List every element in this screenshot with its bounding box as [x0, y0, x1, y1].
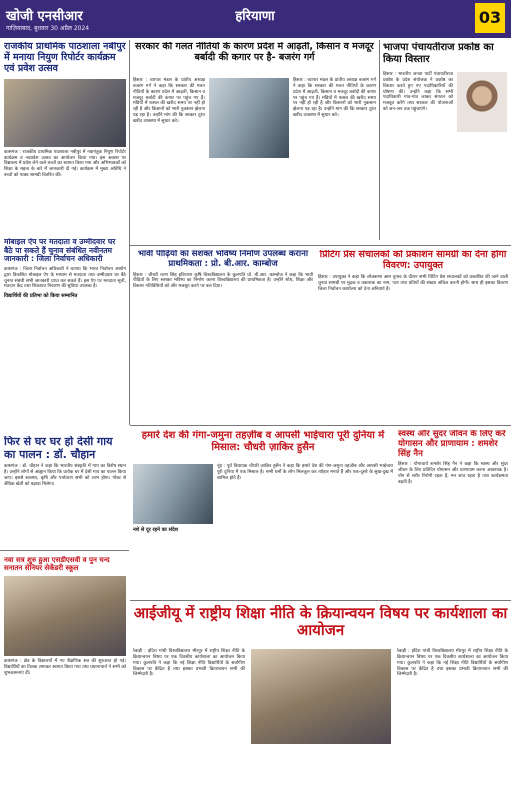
page-number-badge: 03 — [475, 3, 505, 33]
story-body-continued: रेवाड़ी : इंदिरा गांधी विश्वविद्यालय मीरपुर में राष्ट्रीय शिक्षा नीति के क्रियान्वयन विषय पर एक दिवसीय कार्यशाला का आयोजन किया गया। कुलपति ने कहा कि नई शिक्षा नीति विद्यार्थियों के सर्वांगीण विकास पर केंद्रित है तथा इसका प्रभावी क्रियान्वयन सभी की जिम्मेदारी है। — [397, 649, 508, 678]
row-rule — [0, 550, 129, 551]
story-new-session — [4, 556, 126, 796]
story-photo — [209, 78, 289, 158]
story-headline: फिर से घर घर हो देसी गाय का पालन : डॉ. चौहान — [4, 436, 113, 461]
story-headline: हमारे देश की गंगा-जमुना तहज़ीब व आपसी भाईचारा पूरी दुनिया में मिसाल: चौधरी ज़ाकिर हुसैन — [141, 430, 385, 453]
story-body-continued: हिसार : व्यापार मंडल के प्रांतीय अध्यक्ष बजरंग गर्ग ने कहा कि सरकार की गलत नीतियों के कारण प्रदेश में आढ़ती, किसान व मजदूर बर्बादी की कगार पर पहुंच गए हैं। मंडियों में फसल की खरीद समय पर नहीं हो रही है और किसानों को भारी नुकसान झेलना पड़ रहा है। उन्होंने मांग की कि सरकार तुरंत खरीद व्यवस्था में सुधार करे। — [293, 78, 376, 119]
story-desi-cow — [4, 436, 126, 546]
story-body: हिसार : उपायुक्त ने कहा कि लोकसभा आम चुनाव के दौरान सभी प्रिंटिंग प्रेस संचालकों को प्रकाशित की जाने वाली चुनाव सामग्री पर मुद्रक व प्रकाशक का नाम, पता तथा प्रतियों की संख्या अंकित करनी होगी। साथ ही इसका विवरण जिला निर्वाचन कार्यालय को देना अनिवार्य है। — [318, 274, 508, 292]
story-photo — [4, 576, 126, 656]
story-headline: आईजीयू में राष्ट्रीय शिक्षा नीति के क्रियान्वयन विषय पर कार्यशाला का आयोजन — [133, 605, 508, 640]
story-nep-workshop — [133, 605, 508, 797]
column-rule — [379, 40, 380, 240]
story-subhead: नशे से दूर रहने का संदेश — [133, 527, 179, 533]
story-body: कासगंज : जिला निर्वाचन अधिकारी ने बताया कि भारत निर्वाचन आयोग द्वारा विकसित मोबाइल ऐप के माध्यम से मतदाता तथा उम्मीदवार घर बैठे चुनाव संबंधी सभी जानकारी प्राप्त कर सकते हैं। इस ऐप पर मतदाता सूची, मतदान केंद्र तथा शिकायत निवारण की सुविधा उपलब्ध है। — [4, 266, 126, 290]
story-headline: भाजपा पंचायतीराज प्रकोष्ठ का किया विस्तार — [383, 42, 494, 65]
story-photo — [251, 649, 391, 744]
story-headline: भावी पीढ़ियों का सशक्त भविष्य निर्माण उपलब्ध कराना प्राथमिकता : प्रो. बी.आर. काम्बोज — [137, 250, 309, 269]
story-headline: मोबाइल ऐप पर मतदाता व उम्मीदवार घर बैठे पा सकते हैं चुनाव संबंधित नवीनतम जानकारी : जिला निर्वाचन अधिकारी — [4, 238, 116, 264]
story-school-event — [4, 42, 126, 232]
story-headline: प्रिंटिंग प्रेस संचालकों को प्रकाशन सामग्री का देना होगा विवरण: उपायुक्त — [319, 250, 507, 271]
story-body: नूंह : पूर्व विधायक चौधरी ज़ाकिर हुसैन ने कहा कि हमारे देश की गंगा-जमुना तहज़ीब और आपसी भाईचारा पूरी दुनिया में एक मिसाल है। सभी धर्मों के लोग मिलजुल कर त्योहार मनाते हैं और एक-दूसरे के सुख-दुख में शामिल होते हैं। — [217, 464, 393, 481]
story-printing-press — [318, 250, 508, 422]
story-body: हिसार : योगाचार्य शमशेर सिंह नैन ने कहा कि स्वस्थ और सुंदर जीवन के लिए प्रतिदिन योगासन और प्राणायाम करना आवश्यक है। योग से शरीर निरोगी रहता है, मन शांत रहता है तथा कार्यक्षमता बढ़ती है। — [398, 462, 508, 485]
dateline: गाज़ियाबाद, बुधवार 30 अप्रैल 2024 — [6, 25, 90, 32]
story-photo — [133, 464, 213, 524]
story-headline: सरकार की गलत नीतियों के कारण प्रदेश में आढ़ती, किसान व मजदूर बर्बादी की कगार पर है- बजरंग गर्ग — [135, 42, 374, 63]
story-subhead: विद्यार्थियों की प्रतिभा को किया सम्मानित — [4, 293, 78, 300]
story-body: हिसार : भारतीय जनता पार्टी पंचायतीराज प्रकोष्ठ के प्रदेश संयोजक ने प्रकोष्ठ का विस्तार करते हुए नए पदाधिकारियों की घोषणा की। उन्होंने कहा कि सभी पदाधिकारी गांव-गांव जाकर संगठन को मजबूत करेंगे तथा सरकार की योजनाओं को जन-जन तक पहुंचाएंगे। — [383, 72, 453, 113]
story-body: कासगंज : डॉ. चौहान ने कहा कि भारतीय संस्कृति में गाय का विशेष स्थान है। उन्होंने लोगों से आह्वान किया कि प्रत्येक घर में देसी गाय का पालन किया जाए। इससे स्वास्थ्य, कृषि और पर्यावरण सभी को लाभ होगा। गोबर से जैविक खेती को बढ़ावा मिलेगा। — [4, 464, 126, 487]
story-body: कासगंज : क्षेत्र के विद्यालयों में नए शैक्षणिक सत्र की शुरुआत हो गई। विद्यार्थियों का तिलक लगाकर स्वागत किया गया तथा प्रधानाचार्य ने सभी को शुभकामनाएं दीं। — [4, 659, 126, 676]
section-title: हरियाणा — [235, 9, 275, 24]
story-body: हिसार : व्यापार मंडल के प्रांतीय अध्यक्ष बजरंग गर्ग ने कहा कि सरकार की गलत नीतियों के कारण प्रदेश में आढ़ती, किसान व मजदूर बर्बादी की कगार पर पहुंच गए हैं। मंडियों में फसल की खरीद समय पर नहीं हो रही है और किसानों को भारी नुकसान झेलना पड़ रहा है। उन्होंने मांग की कि सरकार तुरंत खरीद व्यवस्था में सुधार करे। — [133, 78, 205, 124]
masthead — [0, 0, 511, 38]
row-rule — [130, 600, 511, 601]
story-headline: स्वस्थ और सुंदर जीवन के लिए करें योगासन और प्राणायाम : शमशेर सिंह नैन — [398, 430, 506, 459]
story-photo — [4, 79, 126, 147]
story-ganga-jamuna — [133, 430, 393, 598]
story-body: रेवाड़ी : इंदिरा गांधी विश्वविद्यालय मीरपुर में राष्ट्रीय शिक्षा नीति के क्रियान्वयन विषय पर एक दिवसीय कार्यशाला का आयोजन किया गया। कुलपति ने कहा कि नई शिक्षा नीति विद्यार्थियों के सर्वांगीण विकास पर केंद्रित है तथा इसका प्रभावी क्रियान्वयन सभी की जिम्मेदारी है। — [133, 649, 245, 678]
column-rule — [129, 40, 130, 425]
story-body: हिसार : चौधरी चरण सिंह हरियाणा कृषि विश्वविद्यालय के कुलपति प्रो. बी.आर. काम्बोज ने कहा कि भावी पीढ़ियों के लिए सशक्त भविष्य का निर्माण करना विश्वविद्यालय की प्राथमिकता है। उन्होंने शोध, शिक्षा और विस्तार गतिविधियों को और मजबूत करने पर बल दिया। — [133, 272, 313, 290]
story-election-app — [4, 238, 126, 430]
story-headline: नवा सत्र शुरु हुआ एसडीएसवी व पुन चन्द सनातन सेनियर सेकेंडरी स्कूल — [4, 556, 110, 573]
story-farmers-traders — [133, 42, 376, 242]
brand-name: खोजी एनसीआर — [6, 9, 83, 24]
story-headline: राजकीय प्राथमिक पाठशाला नबीपुर में मनाया नियुण रिपोर्टर कार्यक्रम एवं प्रवेश उत्सव — [4, 42, 126, 74]
story-photo — [457, 72, 507, 132]
story-body: कासगंज : राजकीय प्राथमिक पाठशाला नबीपुर में नवागंतुक नियुण रिपोर्टर कार्यक्रम व नवप्रवेश उत्सव का आयोजन किया गया। इस अवसर पर विद्यालय में प्रवेश लेने वाले बच्चों का स्वागत किया गया और अभिभावकों को शिक्षा के महत्व के बारे में जानकारी दी गई। कार्यक्रम में मुख्य अतिथि ने बच्चों को पाठ्य सामग्री वितरित की। — [4, 149, 126, 179]
story-bjp-cell — [383, 42, 507, 240]
story-yoga — [398, 430, 508, 598]
row-rule — [130, 245, 511, 246]
story-future-generations — [133, 250, 313, 422]
row-rule — [130, 425, 511, 426]
